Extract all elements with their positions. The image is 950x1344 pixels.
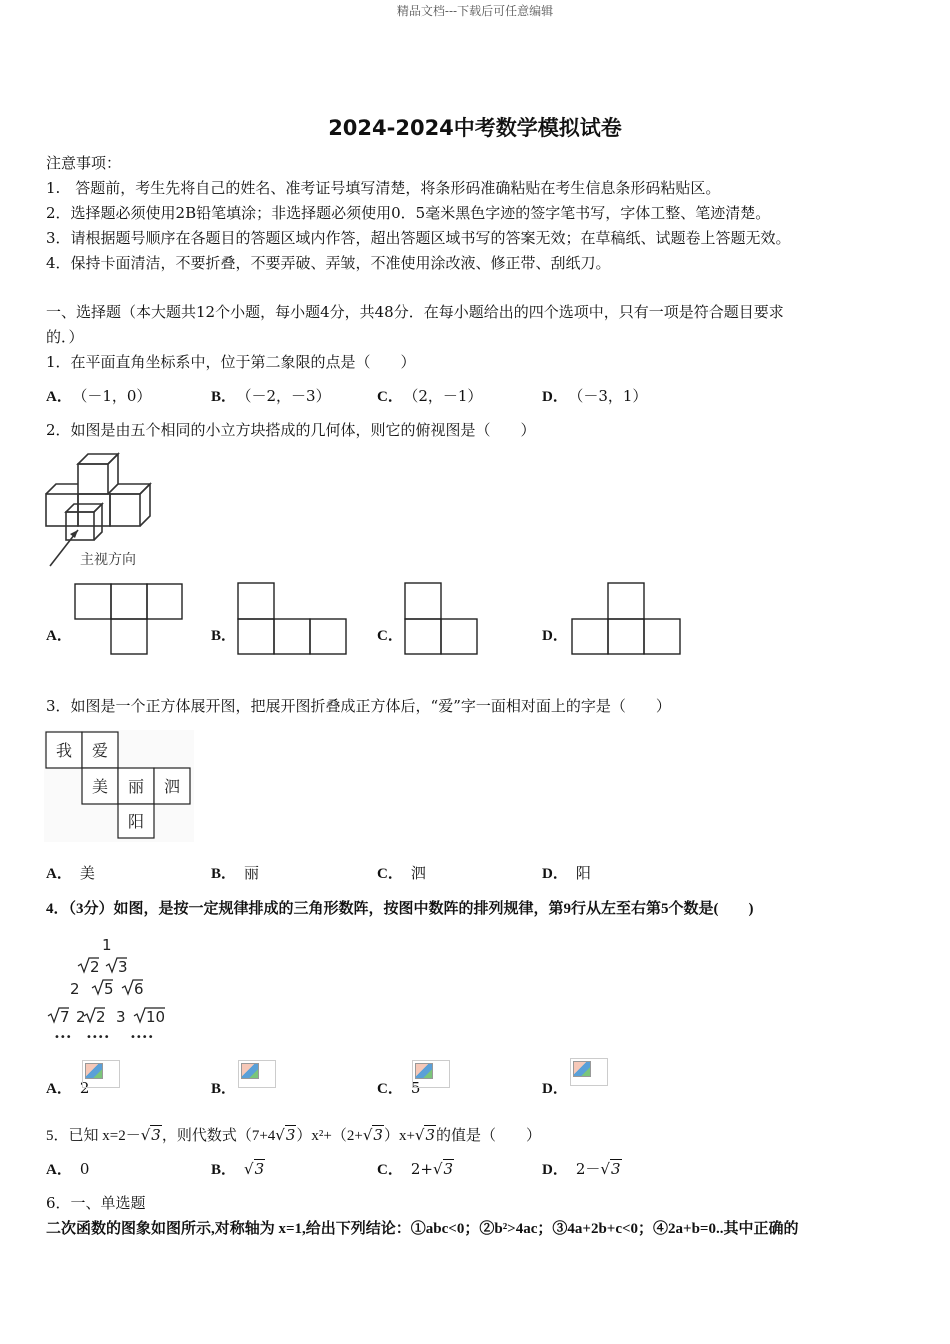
q1-option-c: C． （2，－1） [377,387,483,405]
q2-option-a-label: A． [46,628,72,644]
net-face: 泗 [163,777,181,796]
q3-option-c: C． 泗 [377,864,426,882]
svg-text:3: 3 [118,958,128,976]
section-heading-cont: 的．） [46,328,84,346]
q2-option-c-label: C． [377,628,403,644]
page-header: 精品文档---下载后可任意编辑 [396,4,554,18]
q3-stem: 3．如图是一个正方体展开图，把展开图折叠成正方体后，“爱”字一面相对面上的字是（ ） [46,697,671,715]
q3-option-b: B． 丽 [211,864,260,882]
q3-option-d: D． 阳 [542,864,591,882]
q5-option-d: D． 2－√3 [542,1160,621,1178]
q5-stem: 5．已知 x=2－√3，则代数式（7+4√3）x²+（2+√3）x+√3的值是（ ） [46,1126,542,1144]
q4-option-b: B． [211,1081,237,1097]
svg-text:1: 1 [102,936,112,954]
q4-option-d-image [570,1058,608,1086]
notice-item: 2．选择题必须使用2B铅笔填涂；非选择题必须使用0．5毫米黑色字迹的签字笔书写，字体工整、笔迹清楚。 [46,204,771,222]
q2-cube-figure [40,452,170,572]
section-heading: 一、选择题（本大题共12个小题，每小题4分，共48分．在每小题给出的四个选项中，只有一项是符合题目要求 [46,303,784,321]
q3-option-a: A． 美 [46,864,95,882]
q2-option-b-figure [237,582,349,656]
q1-option-a: A． （－1，0） [46,387,152,405]
svg-text:5: 5 [104,980,114,998]
q1-stem: 1．在平面直角坐标系中，位于第二象限的点是（ ） [46,353,416,371]
q2-view-direction-label: 主视方向 [80,552,136,568]
q6-stem: 二次函数的图象如图所示,对称轴为 x=1,给出下列结论：①abc<0；②b²>4ac；③4a+2b+c<0；④2a+b=0..其中正确的 [46,1221,799,1237]
q1-option-d: D． （－3，1） [542,387,648,405]
q4-option-c-image [412,1060,450,1088]
q4-number-triangle [44,932,184,1044]
svg-text:10: 10 [146,1008,166,1026]
svg-text:6: 6 [134,980,144,998]
net-face: 我 [55,741,73,760]
q4-option-b-image [238,1060,276,1088]
q4-option-c: C． 5 [377,1079,421,1097]
svg-text:3: 3 [116,1008,126,1026]
q2-option-d-label: D． [542,628,568,644]
net-face: 阳 [127,812,145,831]
net-face: 爱 [91,741,109,760]
q2-option-d-figure [571,582,683,656]
q1-option-b: B． （－2，－3） [211,387,331,405]
q2-option-c-figure [404,582,480,656]
svg-text:2: 2 [90,958,100,976]
q4-option-a: A． 2 [46,1079,90,1097]
svg-text:2: 2 [76,1008,86,1026]
svg-text:••••: •••• [86,1032,110,1043]
q4-option-d: D． [542,1081,568,1097]
notice-item: 1. 答题前，考生先将自己的姓名、准考证号填写清楚，将条形码准确粘贴在考生信息条形码粘贴区。 [46,179,721,197]
q4-stem: 4．（3分）如图，是按一定规律排成的三角形数阵，按图中数阵的排列规律，第9行从左至右第5个数是( ) [46,901,754,917]
svg-text:••••: •••• [130,1032,154,1043]
svg-text:2: 2 [96,1008,106,1026]
q5-option-a: A． 0 [46,1160,90,1178]
q3-cube-net [44,730,194,842]
q6-heading: 6．一、单选题 [46,1194,146,1212]
notice-item: 3．请根据题号顺序在各题目的答题区域内作答，超出答题区域书写的答案无效；在草稿纸、试题卷上答题无效。 [46,229,791,247]
q5-option-b: B． √3 [211,1160,265,1178]
q4-option-a-image [82,1060,120,1088]
net-face: 美 [91,777,109,796]
net-face: 丽 [127,777,145,796]
q2-stem: 2．如图是由五个相同的小立方块搭成的几何体，则它的俯视图是（ ） [46,421,536,439]
page-title: 2024-2024中考数学模拟试卷 [328,116,622,140]
q2-option-a-figure [74,583,184,656]
svg-text:7: 7 [60,1008,70,1026]
notice-item: 4．保持卡面清洁，不要折叠，不要弄破、弄皱，不准使用涂改液、修正带、刮纸刀。 [46,254,611,272]
svg-text:•••: ••• [54,1032,72,1043]
q5-option-c: C． 2+√3 [377,1160,454,1178]
svg-text:2: 2 [70,980,80,998]
notice-heading: 注意事项： [46,154,122,172]
q2-option-b-label: B． [211,628,237,644]
